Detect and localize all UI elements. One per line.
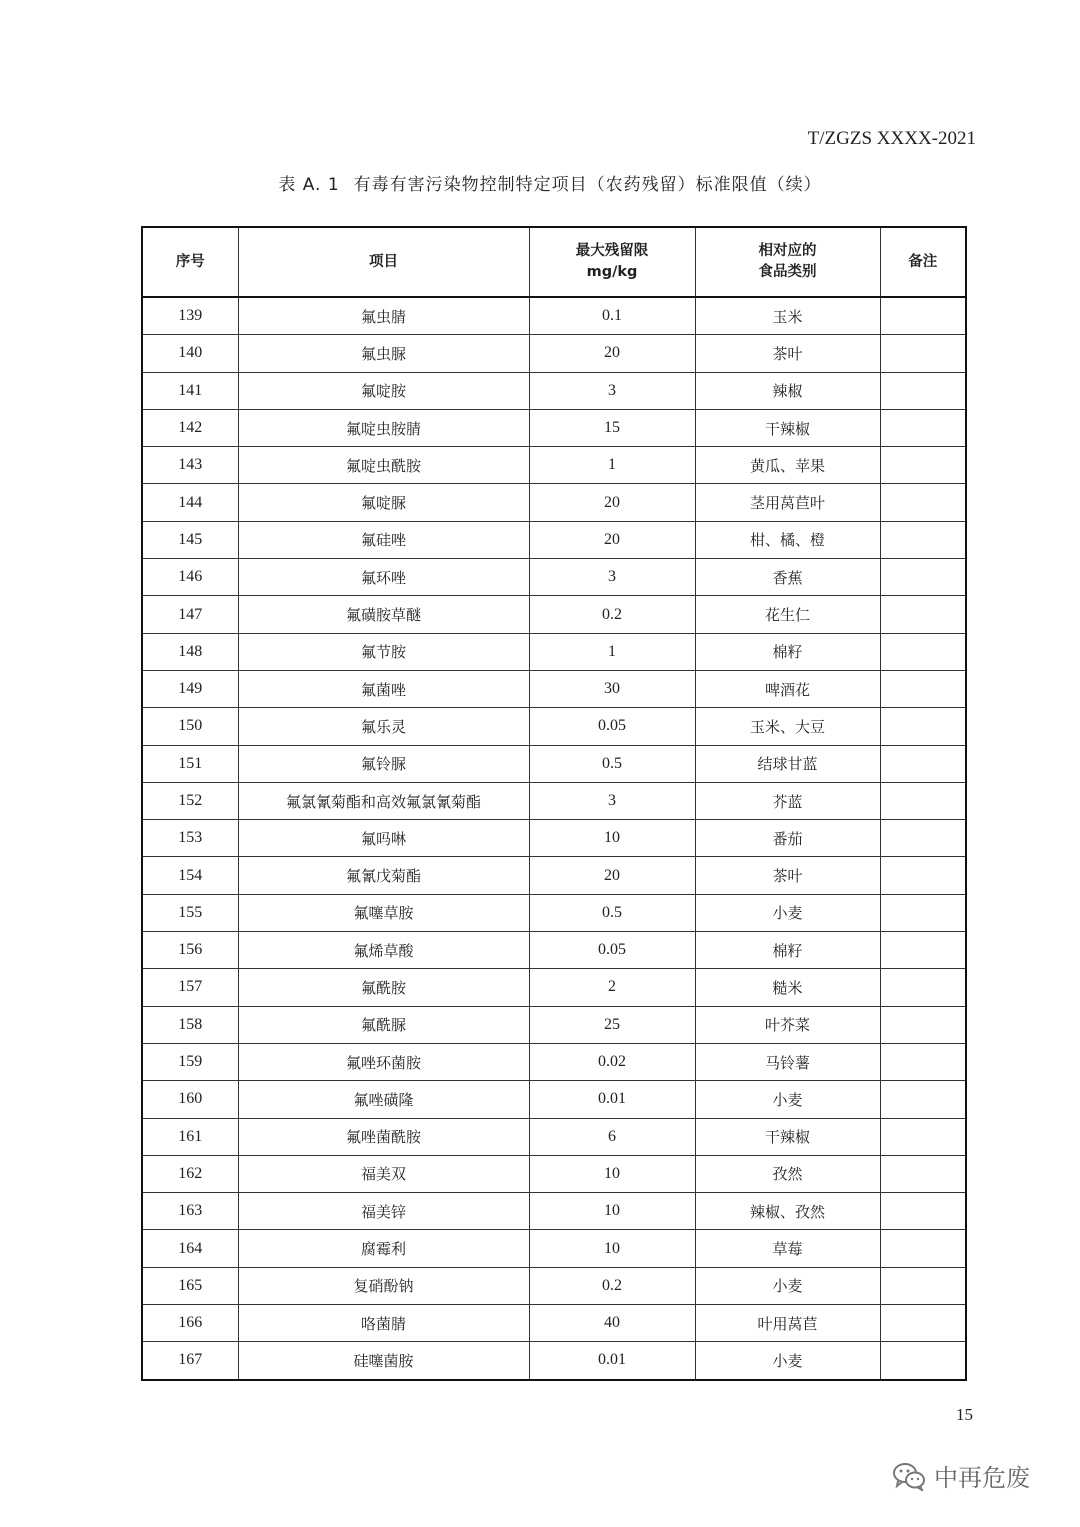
cell-mrl: 3 <box>529 782 695 819</box>
cell-food: 叶用莴苣 <box>695 1305 880 1342</box>
cell-mrl: 25 <box>529 1006 695 1043</box>
table-number: 表 A. 1 <box>278 175 340 195</box>
table-row <box>142 409 966 446</box>
cell-food: 啤酒花 <box>695 670 880 707</box>
cell-seq: 155 <box>142 894 238 931</box>
table-row <box>142 745 966 782</box>
cell-food: 小麦 <box>695 1342 880 1380</box>
cell-mrl: 2 <box>529 969 695 1006</box>
cell-note <box>880 596 966 633</box>
cell-item: 氟磺胺草醚 <box>238 596 529 633</box>
cell-item: 氟铃脲 <box>238 745 529 782</box>
cell-seq: 156 <box>142 932 238 969</box>
cell-item: 氟菌唑 <box>238 670 529 707</box>
cell-note <box>880 409 966 446</box>
cell-item: 氟乐灵 <box>238 708 529 745</box>
cell-mrl: 0.02 <box>529 1043 695 1080</box>
cell-food: 辣椒、孜然 <box>695 1193 880 1230</box>
cell-note <box>880 447 966 484</box>
cell-seq: 148 <box>142 633 238 670</box>
cell-note <box>880 559 966 596</box>
header-seq: 序号 <box>142 227 238 297</box>
cell-note <box>880 521 966 558</box>
cell-mrl: 10 <box>529 1230 695 1267</box>
cell-food: 结球甘蓝 <box>695 745 880 782</box>
cell-seq: 151 <box>142 745 238 782</box>
cell-seq: 162 <box>142 1155 238 1192</box>
cell-item: 福美双 <box>238 1155 529 1192</box>
cell-mrl: 0.2 <box>529 1267 695 1304</box>
cell-mrl: 0.5 <box>529 745 695 782</box>
cell-food: 玉米、大豆 <box>695 708 880 745</box>
cell-item: 硅噻菌胺 <box>238 1342 529 1380</box>
cell-food: 芥蓝 <box>695 782 880 819</box>
watermark-text: 中再危废 <box>934 1464 1030 1492</box>
table-row <box>142 484 966 521</box>
cell-seq: 163 <box>142 1193 238 1230</box>
cell-item: 氟啶脲 <box>238 484 529 521</box>
cell-item: 氟酰胺 <box>238 969 529 1006</box>
cell-mrl: 10 <box>529 1193 695 1230</box>
table-row <box>142 1342 966 1380</box>
cell-mrl: 0.01 <box>529 1081 695 1118</box>
cell-seq: 161 <box>142 1118 238 1155</box>
header-food-line2: 食品类别 <box>758 264 817 280</box>
cell-item: 氟啶虫酰胺 <box>238 447 529 484</box>
cell-food: 小麦 <box>695 1267 880 1304</box>
cell-mrl: 20 <box>529 484 695 521</box>
header-food-line1: 相对应的 <box>758 243 817 259</box>
cell-food: 茎用莴苣叶 <box>695 484 880 521</box>
cell-item: 氟烯草酸 <box>238 932 529 969</box>
cell-note <box>880 484 966 521</box>
cell-mrl: 10 <box>529 1155 695 1192</box>
watermark <box>892 1458 1030 1493</box>
cell-item: 氟唑环菌胺 <box>238 1043 529 1080</box>
cell-food: 小麦 <box>695 1081 880 1118</box>
cell-note <box>880 297 966 335</box>
cell-item: 氟噻草胺 <box>238 894 529 931</box>
table-row <box>142 1230 966 1267</box>
cell-seq: 158 <box>142 1006 238 1043</box>
cell-seq: 160 <box>142 1081 238 1118</box>
cell-item: 咯菌腈 <box>238 1305 529 1342</box>
pesticide-residue-table <box>141 226 967 1381</box>
cell-seq: 164 <box>142 1230 238 1267</box>
cell-mrl: 1 <box>529 633 695 670</box>
cell-note <box>880 1118 966 1155</box>
cell-seq: 146 <box>142 559 238 596</box>
cell-note <box>880 1342 966 1380</box>
table-row <box>142 596 966 633</box>
table-row <box>142 521 966 558</box>
cell-item: 氟虫腈 <box>238 297 529 335</box>
header-item: 项目 <box>238 227 529 297</box>
table-row <box>142 820 966 857</box>
cell-item: 氟酰脲 <box>238 1006 529 1043</box>
table-row <box>142 1081 966 1118</box>
cell-seq: 140 <box>142 335 238 372</box>
cell-seq: 144 <box>142 484 238 521</box>
cell-note <box>880 335 966 372</box>
cell-item: 氟氰戊菊酯 <box>238 857 529 894</box>
cell-food: 茶叶 <box>695 335 880 372</box>
header-note: 备注 <box>880 227 966 297</box>
cell-seq: 145 <box>142 521 238 558</box>
cell-seq: 165 <box>142 1267 238 1304</box>
cell-note <box>880 857 966 894</box>
cell-item: 氟啶虫胺腈 <box>238 409 529 446</box>
table-row <box>142 1043 966 1080</box>
cell-seq: 143 <box>142 447 238 484</box>
cell-food: 柑、橘、橙 <box>695 521 880 558</box>
cell-note <box>880 1155 966 1192</box>
cell-note <box>880 1305 966 1342</box>
cell-note <box>880 1081 966 1118</box>
cell-seq: 159 <box>142 1043 238 1080</box>
cell-food: 玉米 <box>695 297 880 335</box>
table-title <box>0 170 1080 195</box>
table-row <box>142 1118 966 1155</box>
cell-food: 叶芥菜 <box>695 1006 880 1043</box>
cell-seq: 147 <box>142 596 238 633</box>
cell-food: 棉籽 <box>695 932 880 969</box>
cell-seq: 139 <box>142 297 238 335</box>
table-row <box>142 857 966 894</box>
table-row <box>142 372 966 409</box>
cell-item: 复硝酚钠 <box>238 1267 529 1304</box>
cell-mrl: 0.05 <box>529 708 695 745</box>
cell-note <box>880 969 966 1006</box>
document-code: T/ZGZS XXXX-2021 <box>807 128 976 149</box>
cell-food: 干辣椒 <box>695 409 880 446</box>
cell-seq: 153 <box>142 820 238 857</box>
header-mrl <box>529 227 695 297</box>
cell-mrl: 3 <box>529 372 695 409</box>
cell-item: 氟啶胺 <box>238 372 529 409</box>
cell-food: 黄瓜、苹果 <box>695 447 880 484</box>
cell-seq: 154 <box>142 857 238 894</box>
cell-seq: 141 <box>142 372 238 409</box>
cell-item: 氟硅唑 <box>238 521 529 558</box>
cell-food: 辣椒 <box>695 372 880 409</box>
cell-item: 氟唑磺隆 <box>238 1081 529 1118</box>
cell-seq: 166 <box>142 1305 238 1342</box>
page-number: 15 <box>956 1405 973 1424</box>
table-body <box>142 297 966 1380</box>
cell-food: 孜然 <box>695 1155 880 1192</box>
cell-note <box>880 1193 966 1230</box>
cell-food: 糙米 <box>695 969 880 1006</box>
table-row <box>142 894 966 931</box>
cell-item: 腐霉利 <box>238 1230 529 1267</box>
cell-note <box>880 670 966 707</box>
table-row <box>142 1006 966 1043</box>
table-row <box>142 932 966 969</box>
cell-mrl: 0.05 <box>529 932 695 969</box>
table-row <box>142 297 966 335</box>
cell-food: 小麦 <box>695 894 880 931</box>
cell-note <box>880 1006 966 1043</box>
cell-food: 茶叶 <box>695 857 880 894</box>
cell-mrl: 6 <box>529 1118 695 1155</box>
cell-food: 棉籽 <box>695 633 880 670</box>
header-food <box>695 227 880 297</box>
table-row <box>142 559 966 596</box>
wechat-icon <box>892 1461 926 1491</box>
table-title-text: 有毒有害污染物控制特定项目（农药残留）标准限值（续） <box>353 175 822 195</box>
cell-item: 氟虫脲 <box>238 335 529 372</box>
cell-seq: 157 <box>142 969 238 1006</box>
cell-mrl: 0.01 <box>529 1342 695 1380</box>
cell-mrl: 1 <box>529 447 695 484</box>
cell-mrl: 0.2 <box>529 596 695 633</box>
cell-note <box>880 820 966 857</box>
cell-seq: 142 <box>142 409 238 446</box>
cell-mrl: 15 <box>529 409 695 446</box>
table-row <box>142 670 966 707</box>
table-row <box>142 1155 966 1192</box>
cell-mrl: 30 <box>529 670 695 707</box>
cell-note <box>880 708 966 745</box>
cell-note <box>880 372 966 409</box>
table-row <box>142 782 966 819</box>
cell-note <box>880 782 966 819</box>
cell-food: 花生仁 <box>695 596 880 633</box>
table-row <box>142 1267 966 1304</box>
cell-seq: 149 <box>142 670 238 707</box>
cell-item: 氟吗啉 <box>238 820 529 857</box>
cell-food: 马铃薯 <box>695 1043 880 1080</box>
table-row <box>142 708 966 745</box>
table-row <box>142 969 966 1006</box>
cell-item: 氟节胺 <box>238 633 529 670</box>
cell-mrl: 0.1 <box>529 297 695 335</box>
table-row <box>142 633 966 670</box>
cell-mrl: 20 <box>529 857 695 894</box>
cell-item: 氟氯氰菊酯和高效氟氯氰菊酯 <box>238 782 529 819</box>
cell-note <box>880 894 966 931</box>
table-row <box>142 1193 966 1230</box>
cell-item: 氟环唑 <box>238 559 529 596</box>
cell-seq: 167 <box>142 1342 238 1380</box>
cell-mrl: 20 <box>529 335 695 372</box>
cell-seq: 152 <box>142 782 238 819</box>
header-mrl-line1: 最大残留限 <box>575 243 649 259</box>
cell-note <box>880 1230 966 1267</box>
cell-mrl: 40 <box>529 1305 695 1342</box>
cell-note <box>880 932 966 969</box>
table-row <box>142 447 966 484</box>
cell-mrl: 20 <box>529 521 695 558</box>
cell-food: 香蕉 <box>695 559 880 596</box>
header-mrl-line2: mg/kg <box>586 264 638 280</box>
cell-item: 福美锌 <box>238 1193 529 1230</box>
cell-note <box>880 745 966 782</box>
cell-food: 草莓 <box>695 1230 880 1267</box>
cell-mrl: 3 <box>529 559 695 596</box>
cell-mrl: 10 <box>529 820 695 857</box>
cell-item: 氟唑菌酰胺 <box>238 1118 529 1155</box>
cell-note <box>880 1043 966 1080</box>
cell-food: 干辣椒 <box>695 1118 880 1155</box>
table-row <box>142 1305 966 1342</box>
table-row <box>142 335 966 372</box>
table-header-row <box>142 227 966 297</box>
cell-mrl: 0.5 <box>529 894 695 931</box>
cell-seq: 150 <box>142 708 238 745</box>
cell-food: 番茄 <box>695 820 880 857</box>
cell-note <box>880 1267 966 1304</box>
cell-note <box>880 633 966 670</box>
